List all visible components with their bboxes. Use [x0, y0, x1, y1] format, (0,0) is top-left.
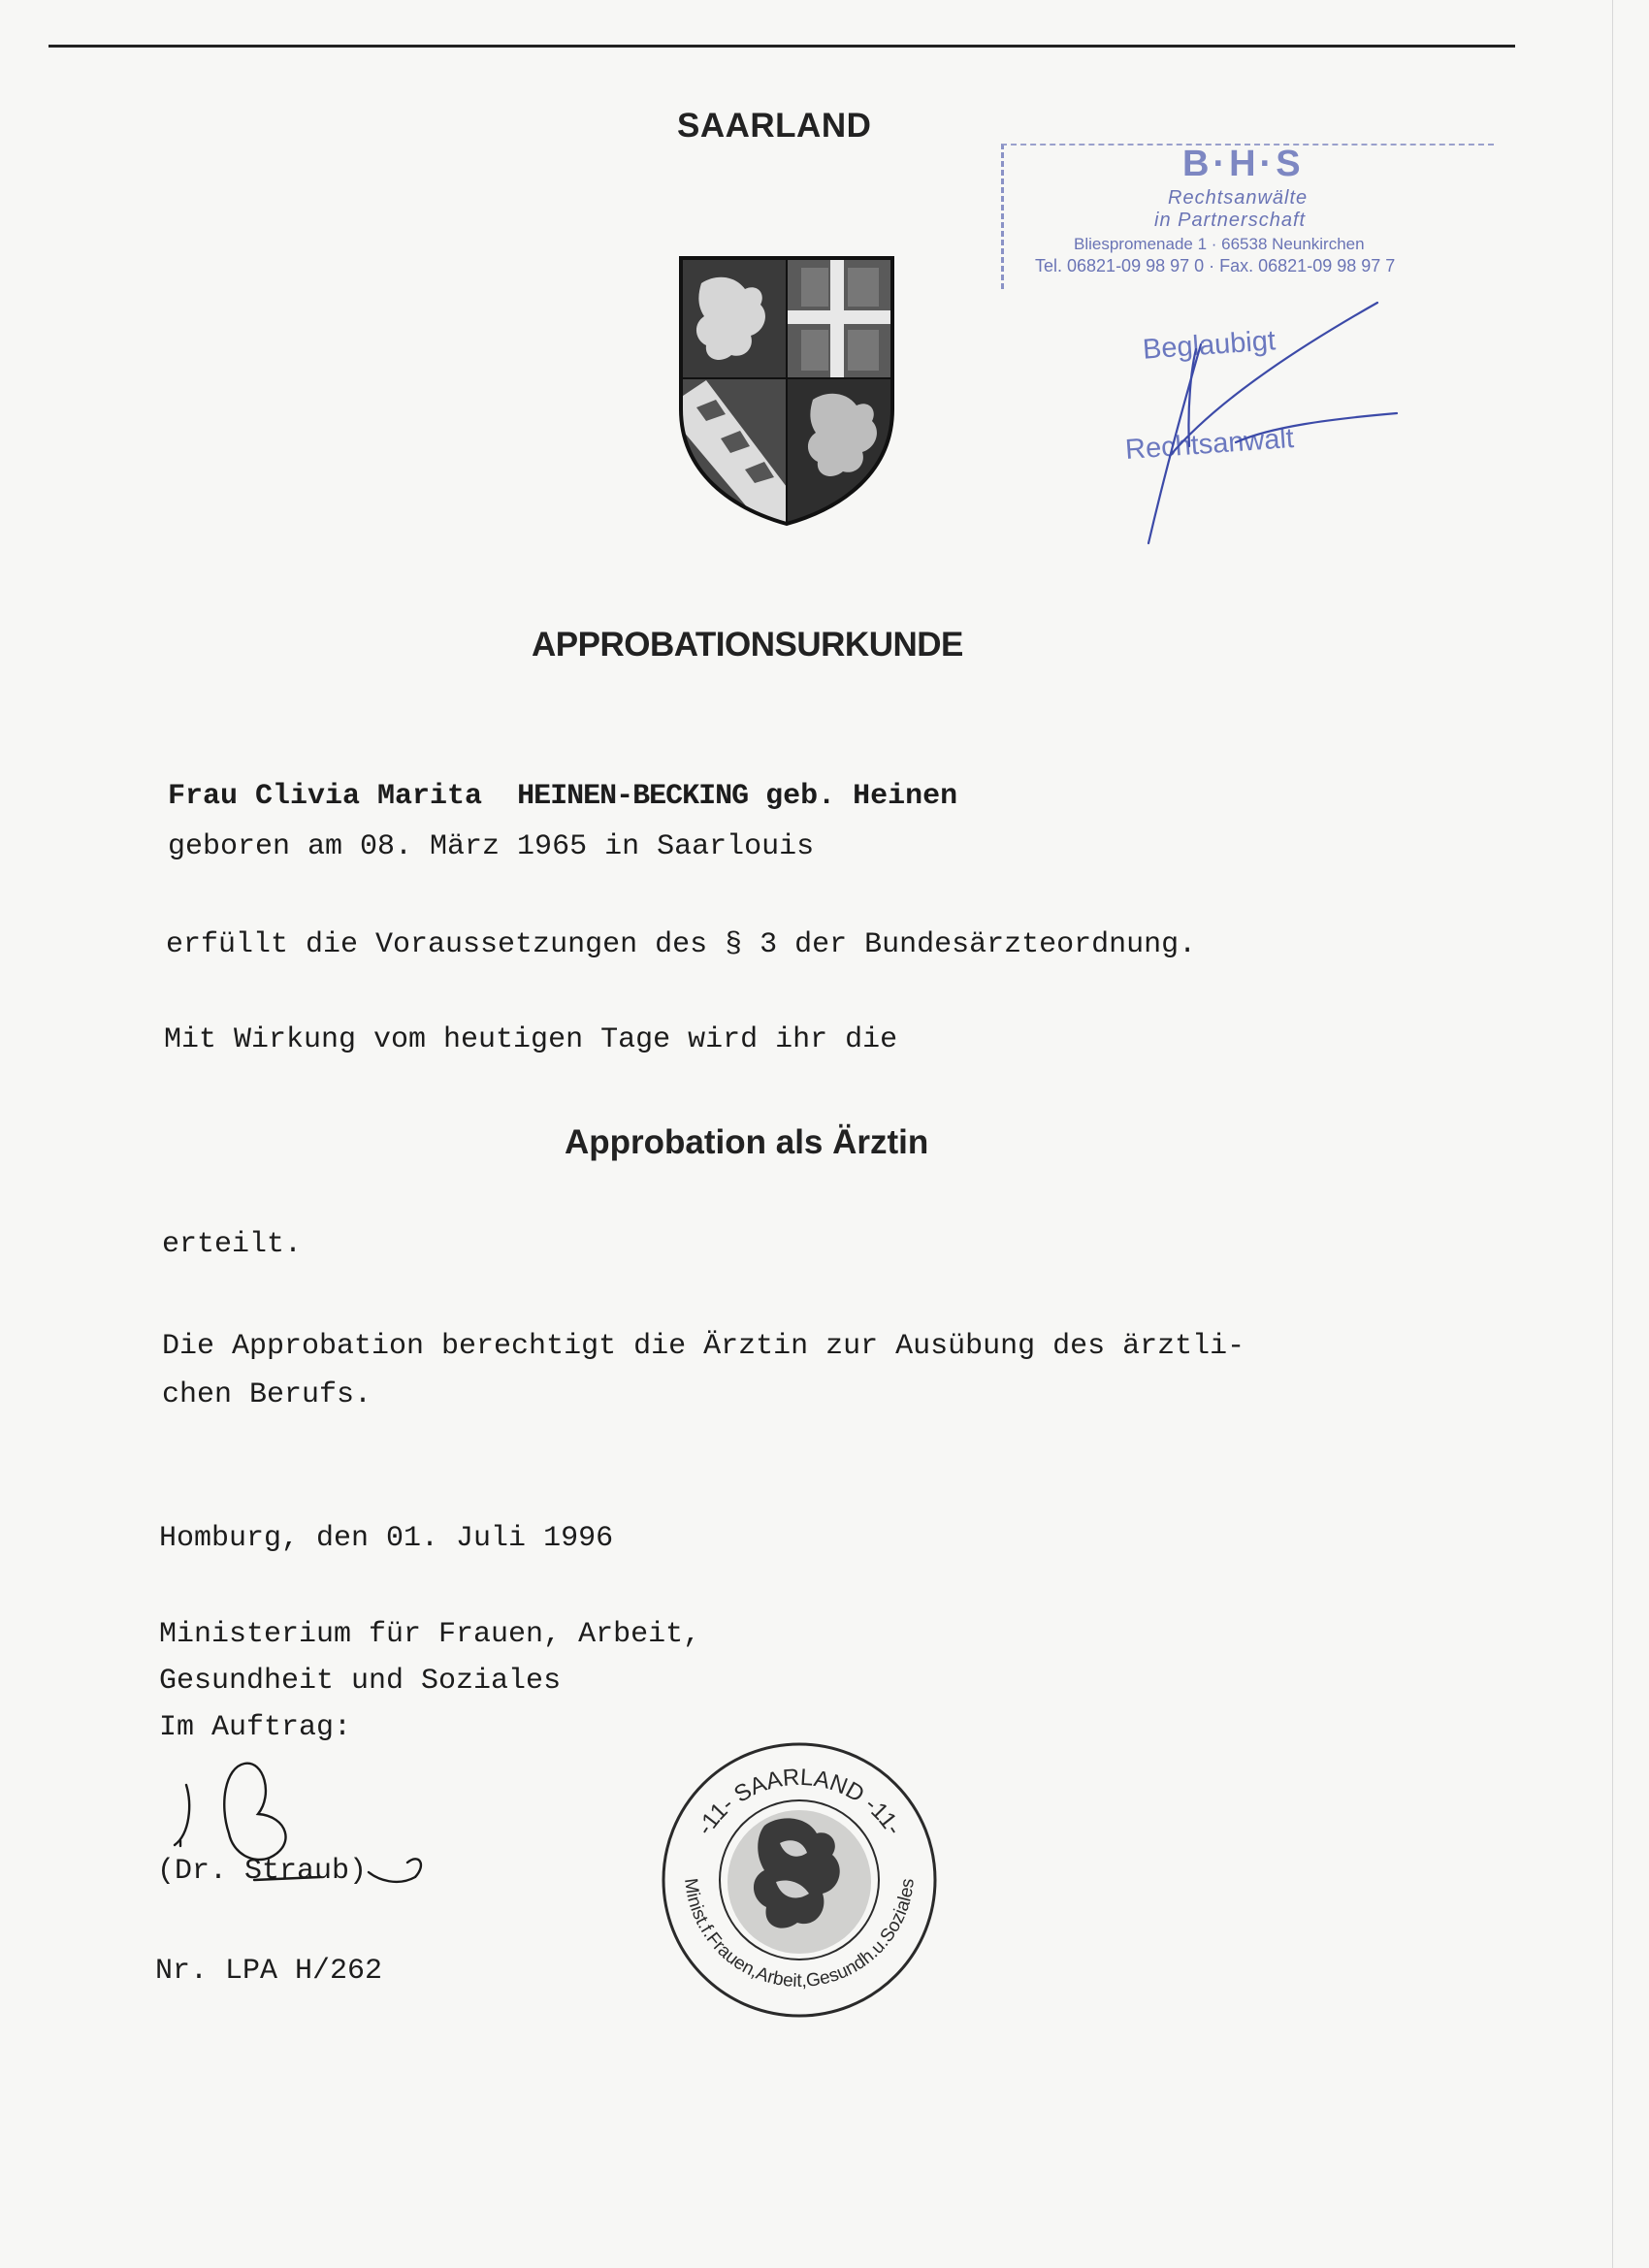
firm-name: B·H·S [1182, 144, 1305, 184]
firm-type: Rechtsanwälte [1168, 187, 1309, 209]
top-rule [48, 45, 1515, 48]
certified-stamp: Beglaubigt [1142, 325, 1277, 366]
firm-phone: Tel. 06821-09 98 97 0 · Fax. 06821-09 98 97 7 [1035, 256, 1396, 275]
grant-title: Approbation als Ärztin [565, 1123, 929, 1161]
granted-line: erteilt. [162, 1228, 303, 1261]
official-seal [656, 1736, 943, 2024]
law-firm-stamp [1001, 144, 1515, 289]
effect-line: Mit Wirkung vom heutigen Tage wird ihr die [164, 1023, 898, 1056]
state-title: SAARLAND [677, 107, 872, 145]
reference-number: Nr. LPA H/262 [155, 1955, 383, 1988]
lawyer-title-stamp: Rechtsanwalt [1124, 422, 1295, 467]
page-edge [1612, 0, 1613, 2268]
coat-of-arms-icon [677, 254, 896, 528]
person-birth-name: geb. Heinen [765, 780, 958, 813]
place-date: Homburg, den 01. Juli 1996 [159, 1522, 614, 1555]
signatory-name: (Dr. Straub) [157, 1855, 368, 1888]
ministry-line-1: Ministerium für Frauen, Arbeit, [159, 1618, 701, 1651]
person-surname: HEINEN-BECKING [517, 780, 749, 813]
on-behalf: Im Auftrag: [159, 1711, 352, 1744]
person-first-names: Frau Clivia Marita [168, 780, 483, 813]
ministry-line-2: Gesundheit und Soziales [159, 1665, 562, 1698]
seal-bottom-text: Minist.f.Frauen,Arbeit,Gesundh.u.Soziales [679, 1877, 919, 1992]
entitlement-line-2: chen Berufs. [162, 1378, 372, 1411]
entitlement-line-1: Die Approbation berechtigt die Ärztin zur Ausübung des ärztli- [162, 1330, 1245, 1363]
firm-address: Bliespromenade 1 · 66538 Neunkirchen [1074, 235, 1365, 253]
seal-lion-icon [728, 1810, 871, 1954]
seal-top-text: -11- SAARLAND -11- [692, 1764, 907, 1840]
firm-partnership: in Partnerschaft [1154, 210, 1307, 231]
requirement-line: erfüllt die Voraussetzungen des § 3 der Bundesärzteordnung. [166, 928, 1197, 961]
document-title: APPROBATIONSURKUNDE [532, 626, 963, 664]
person-line [168, 780, 957, 813]
birth-line: geboren am 08. März 1965 in Saarlouis [168, 830, 815, 863]
